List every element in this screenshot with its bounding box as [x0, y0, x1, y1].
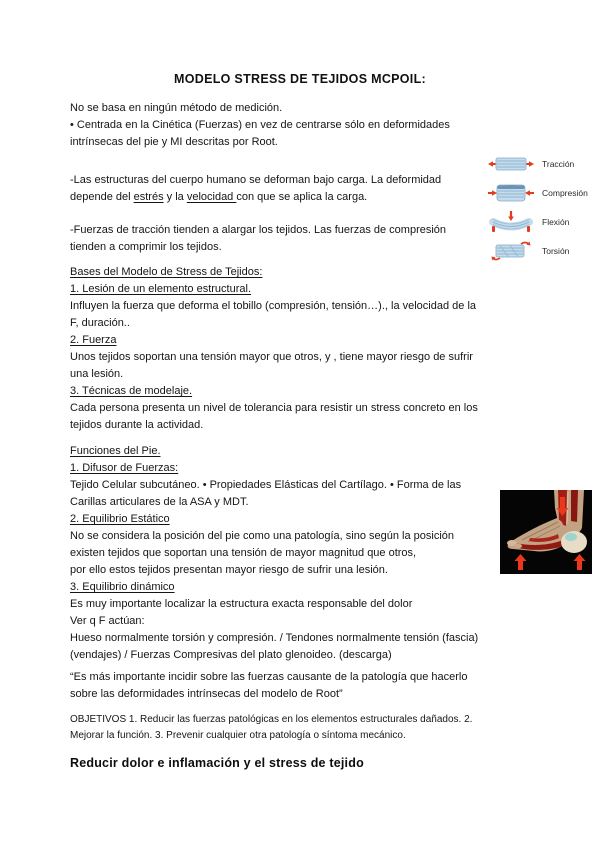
- text-line: F, duración..: [70, 317, 130, 329]
- text-line: [70, 189, 500, 206]
- foot-anatomy-image: [500, 490, 592, 574]
- text-line: OBJETIVOS 1. Reducir las fuerzas patológicas en los elementos estructurales dañados. 2.: [70, 714, 473, 725]
- paragraph-quote: [70, 669, 500, 703]
- paragraph-intro: [70, 100, 500, 151]
- text-segment: depende del: [70, 191, 134, 203]
- text-line: Hueso normalmente torsión y compresión. / Tendones normalmente tensión (fascia): [70, 632, 479, 644]
- legend-label: Torsión: [542, 246, 570, 256]
- text-line: una lesión.: [70, 368, 124, 380]
- text-line: existen tejidos que soportan una tensión de mayor magnitud que otros,: [70, 547, 417, 559]
- text-line: sobre las deformidades intrínsecas del modelo de Root”: [70, 688, 343, 700]
- section-bases: [70, 264, 500, 434]
- text-line: Tejido Celular subcutáneo. • Propiedades Elásticas del Cartílago. • Forma de las: [70, 479, 462, 491]
- text-line: Carillas articulares de la ASA y MDT.: [70, 496, 249, 508]
- paragraph-forces: [70, 222, 500, 256]
- text-line: Unos tejidos soportan una tensión mayor que otros, y , tiene mayor riesgo de sufrir: [70, 351, 473, 363]
- subsection-title: 1. Difusor de Fuerzas:: [70, 462, 179, 474]
- text-line: • Centrada en la Cinética (Fuerzas) en vez de centrarse sólo en deformidades: [70, 119, 450, 131]
- traction-cylinder-icon: [487, 155, 535, 173]
- text-line: Ver q F actúan:: [70, 615, 145, 627]
- text-line: Influyen la fuerza que deforma el tobillo (compresión, tensión…)., la velocidad de la: [70, 300, 477, 312]
- legend-row-flexion: [487, 210, 599, 234]
- text-line: Es muy importante localizar la estructura exacta responsable del dolor: [70, 598, 413, 610]
- subsection-title: 1. Lesión de un elemento estructural.: [70, 283, 252, 295]
- legend-label: Flexión: [542, 217, 570, 227]
- force-type-legend: [487, 152, 599, 268]
- paragraph-deformation: [70, 172, 500, 206]
- text-line: No se considera la posición del pie como una patología, sino según la posición: [70, 530, 455, 542]
- legend-row-torsion: [487, 239, 599, 263]
- bottom-heading: Reducir dolor e inflamación y el stress de tejido: [70, 756, 364, 770]
- text-line: Cada persona presenta un nivel de tolerancia para resistir un stress concreto en los: [70, 402, 478, 414]
- section-heading: Funciones del Pie.: [70, 445, 161, 457]
- text-line: tienden a comprimir los tejidos.: [70, 241, 222, 253]
- text-line: No se basa en ningún método de medición.: [70, 102, 283, 114]
- underlined-term-estres: estrés: [133, 191, 164, 203]
- legend-label: Tracción: [542, 159, 575, 169]
- section-funciones: [70, 443, 500, 664]
- text-line: intrínsecas del pie y MI descritas por Root.: [70, 136, 278, 148]
- legend-row-compresion: [487, 181, 599, 205]
- compression-cylinder-icon: [487, 182, 535, 204]
- text-line: “Es más importante incidir sobre las fuerzas causante de la patología que hacerlo: [70, 671, 468, 683]
- text-segment: con que se aplica la carga.: [236, 191, 368, 203]
- text-line: (vendajes) / Fuerzas Compresivas del plato glenoideo. (descarga): [70, 649, 392, 661]
- text-line: -Las estructuras del cuerpo humano se deforman bajo carga. La deformidad: [70, 174, 442, 186]
- legend-label: Compresión: [542, 188, 588, 198]
- page-title: MODELO STRESS DE TEJIDOS MCPOIL:: [174, 72, 426, 86]
- subsection-title: 3. Equilibrio dinámico: [70, 581, 175, 593]
- section-heading: Bases del Modelo de Stress de Tejidos:: [70, 266, 263, 278]
- subsection-title: 2. Fuerza: [70, 334, 117, 346]
- torsion-cylinder-icon: [487, 240, 535, 262]
- flexion-cylinder-icon: [487, 210, 535, 234]
- legend-row-traccion: [487, 152, 599, 176]
- text-line: -Fuerzas de tracción tienden a alargar los tejidos. Las fuerzas de compresión: [70, 224, 447, 236]
- text-line: por ello estos tejidos presentan mayor riesgo de sufrir una lesión.: [70, 564, 388, 576]
- text-line: tejidos durante la actividad.: [70, 419, 204, 431]
- subsection-title: 3. Técnicas de modelaje.: [70, 385, 193, 397]
- subsection-title: 2. Equilibrio Estático: [70, 513, 170, 525]
- text-line: Mejorar la función. 3. Prevenir cualquier otra patología o síntoma mecánico.: [70, 730, 406, 741]
- paragraph-objetivos: [70, 712, 500, 744]
- underlined-term-velocidad: velocidad: [186, 191, 237, 203]
- text-segment: y la: [163, 191, 187, 203]
